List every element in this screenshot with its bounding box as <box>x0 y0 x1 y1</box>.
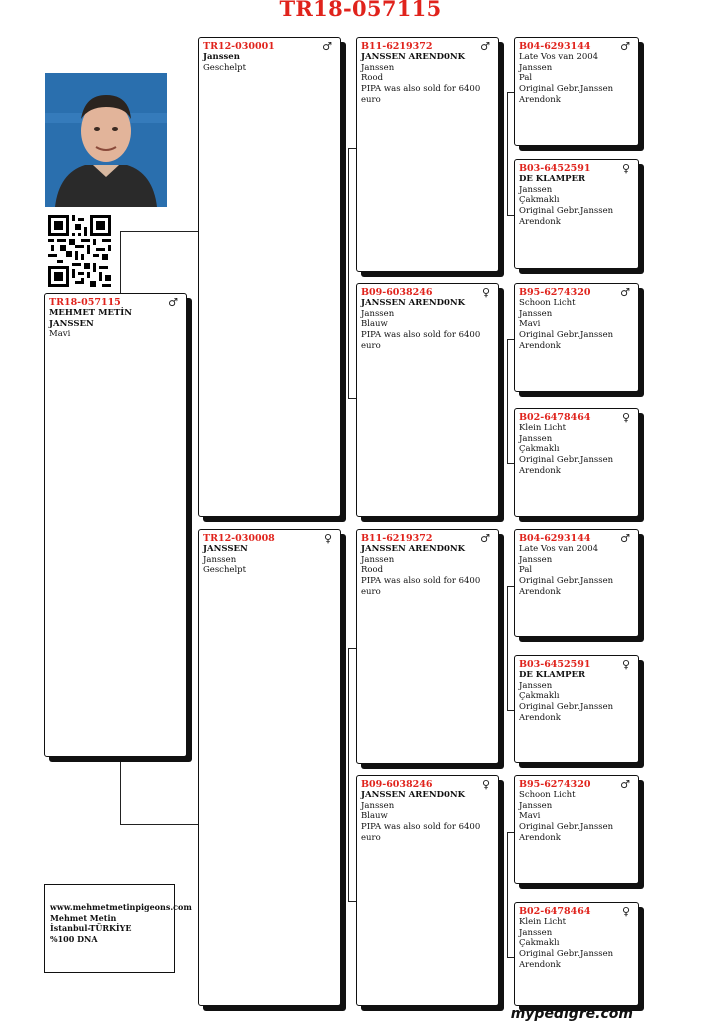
pedigree-title: TR18-057115 <box>279 0 442 21</box>
connector <box>507 832 508 957</box>
connector <box>348 648 349 901</box>
connector <box>120 824 198 825</box>
ring-number: B03-6452591 <box>519 163 591 174</box>
connector <box>507 832 514 833</box>
pigeon-strain: Janssen <box>519 433 553 444</box>
pigeon-name: MEHMET METİN <box>49 308 133 318</box>
pigeon-strain: Janssen <box>519 62 553 73</box>
pigeon-name: Schoon Licht <box>519 790 576 800</box>
female-icon: ♀ <box>481 778 490 791</box>
ring-number: B95-6274320 <box>519 779 591 790</box>
pigeon-color: Pal <box>519 565 533 576</box>
pigeon-strain: Janssen <box>361 554 395 565</box>
pigeon-name: Klein Licht <box>519 917 567 927</box>
pigeon-name: Klein Licht <box>519 423 567 433</box>
owner-location: İstanbul-TÜRKİYE <box>50 923 132 933</box>
connector <box>507 463 514 464</box>
pigeon-strain: Janssen <box>519 308 553 319</box>
sire-card[interactable] <box>198 37 341 517</box>
male-icon: ♂ <box>480 532 490 545</box>
great-grandparent-card[interactable] <box>514 159 639 269</box>
ring-number: B11-6219372 <box>361 533 433 544</box>
male-icon: ♂ <box>620 286 630 299</box>
connector <box>507 215 514 216</box>
connector <box>348 148 349 398</box>
connector <box>507 586 508 710</box>
pigeon-note: Original Gebr.Janssen Arendonk <box>519 455 616 476</box>
connector <box>120 231 121 293</box>
pigeon-strain: Janssen <box>361 308 395 319</box>
pigeon-note: Original Gebr.Janssen Arendonk <box>519 84 616 105</box>
pigeon-strain: Janssen <box>361 800 395 811</box>
pigeon-name: Late Vos van 2004 <box>519 544 599 554</box>
ring-number: TR12-030001 <box>203 41 275 52</box>
website-link[interactable]: www.mehmetmetinpigeons.com <box>50 902 192 912</box>
female-icon: ♀ <box>621 411 630 424</box>
pigeon-color: Mavi <box>519 811 541 822</box>
grandparent-card[interactable] <box>356 283 499 517</box>
grandparent-card[interactable] <box>356 37 499 272</box>
dam-card[interactable] <box>198 529 341 1006</box>
pigeon-note: Original Gebr.Janssen Arendonk <box>519 576 616 597</box>
female-icon: ♀ <box>481 286 490 299</box>
pigeon-note: PIPA was also sold for 6400 euro <box>361 330 483 351</box>
male-icon: ♂ <box>168 296 178 309</box>
owner-info-box <box>44 884 192 973</box>
pigeon-note: Original Gebr.Janssen Arendonk <box>519 949 616 970</box>
pigeon-strain: Janssen <box>519 927 553 938</box>
male-icon: ♂ <box>620 778 630 791</box>
pigeon-color: Çakmaklı <box>519 938 560 949</box>
great-grandparent-card[interactable] <box>514 775 639 884</box>
connector <box>507 710 514 711</box>
pigeon-color: Çakmaklı <box>519 444 560 455</box>
pigeon-note: PIPA was also sold for 6400 euro <box>361 822 483 843</box>
connector <box>507 92 508 215</box>
grandparent-card[interactable] <box>356 529 499 764</box>
pigeon-name: JANSSEN AREND0NK <box>361 544 466 554</box>
pigeon-note: Original Gebr.Janssen Arendonk <box>519 206 616 227</box>
ring-number: B09-6038246 <box>361 779 433 790</box>
pigeon-name: JANSSEN <box>203 544 248 554</box>
pigeon-note: Original Gebr.Janssen Arendonk <box>519 702 616 723</box>
great-grandparent-card[interactable] <box>514 408 639 517</box>
ring-number: B95-6274320 <box>519 287 591 298</box>
connector <box>507 586 514 587</box>
pigeon-color: Geschelpt <box>203 565 247 576</box>
pigeon-name: DE KLAMPER <box>519 174 586 184</box>
pigeon-color: Pal <box>519 73 533 84</box>
ring-number: B03-6452591 <box>519 659 591 670</box>
connector <box>348 398 356 399</box>
pigeon-color: Mavi <box>49 329 71 340</box>
grandparent-card[interactable] <box>356 775 499 1006</box>
ring-number: TR18-057115 <box>49 297 121 308</box>
male-icon: ♂ <box>480 40 490 53</box>
pigeon-color: Mavi <box>519 319 541 330</box>
male-icon: ♂ <box>322 40 332 53</box>
connector <box>507 957 514 958</box>
pigeon-name: JANSSEN AREND0NK <box>361 790 466 800</box>
pigeon-name: Schoon Licht <box>519 298 576 308</box>
pigeon-strain: Janssen <box>203 52 240 62</box>
pigeon-note: PIPA was also sold for 6400 euro <box>361 84 483 105</box>
pigeon-color: Rood <box>361 73 384 84</box>
pigeon-name: JANSSEN AREND0NK <box>361 52 466 62</box>
connector <box>120 231 198 232</box>
connector <box>348 148 356 149</box>
pigeon-color: Rood <box>361 565 384 576</box>
pigeon-strain: Janssen <box>203 554 237 565</box>
great-grandparent-card[interactable] <box>514 529 639 637</box>
ring-number: B04-6293144 <box>519 41 591 52</box>
female-icon: ♀ <box>621 905 630 918</box>
ring-number: B09-6038246 <box>361 287 433 298</box>
female-icon: ♀ <box>323 532 332 545</box>
owner-photo <box>45 73 167 207</box>
dna-note: %100 DNA <box>50 933 98 944</box>
connector <box>507 339 514 340</box>
great-grandparent-card[interactable] <box>514 655 639 763</box>
great-grandparent-card[interactable] <box>514 37 639 146</box>
male-icon: ♂ <box>620 40 630 53</box>
connector <box>120 757 121 824</box>
ring-number: B11-6219372 <box>361 41 433 52</box>
pigeon-name: JANSSEN AREND0NK <box>361 298 466 308</box>
male-icon: ♂ <box>620 532 630 545</box>
qr-code[interactable] <box>48 215 111 287</box>
subject-pigeon-card[interactable] <box>44 293 187 757</box>
pigeon-color: Blauw <box>361 811 388 822</box>
pigeon-color: Çakmaklı <box>519 691 560 702</box>
connector <box>348 901 356 902</box>
ring-number: B02-6478464 <box>519 412 591 423</box>
great-grandparent-card[interactable] <box>514 902 639 1006</box>
pigeon-strain: Janssen <box>519 554 553 565</box>
pigeon-strain: Janssen <box>519 184 553 195</box>
pigeon-name: DE KLAMPER <box>519 670 586 680</box>
pigeon-color: Blauw <box>361 319 388 330</box>
ring-number: TR12-030008 <box>203 533 275 544</box>
pigeon-note: Original Gebr.Janssen Arendonk <box>519 822 616 843</box>
footer-brand[interactable]: mypedigre.com <box>510 1006 633 1022</box>
connector <box>507 339 508 463</box>
pigeon-strain: Janssen <box>519 680 553 691</box>
pigeon-strain: Janssen <box>361 62 395 73</box>
pigeon-note: Original Gebr.Janssen Arendonk <box>519 330 616 351</box>
pigeon-strain: JANSSEN <box>49 318 94 329</box>
pigeon-note: PIPA was also sold for 6400 euro <box>361 576 483 597</box>
pigeon-color: Geschelpt <box>203 62 247 73</box>
pigeon-name: Late Vos van 2004 <box>519 52 599 62</box>
pigeon-color: Çakmaklı <box>519 195 560 206</box>
pigeon-strain: Janssen <box>519 800 553 811</box>
owner-name: Mehmet Metin <box>50 912 117 923</box>
female-icon: ♀ <box>621 658 630 671</box>
female-icon: ♀ <box>621 162 630 175</box>
ring-number: B04-6293144 <box>519 533 591 544</box>
ring-number: B02-6478464 <box>519 906 591 917</box>
connector <box>348 648 356 649</box>
connector <box>507 92 514 93</box>
great-grandparent-card[interactable] <box>514 283 639 392</box>
